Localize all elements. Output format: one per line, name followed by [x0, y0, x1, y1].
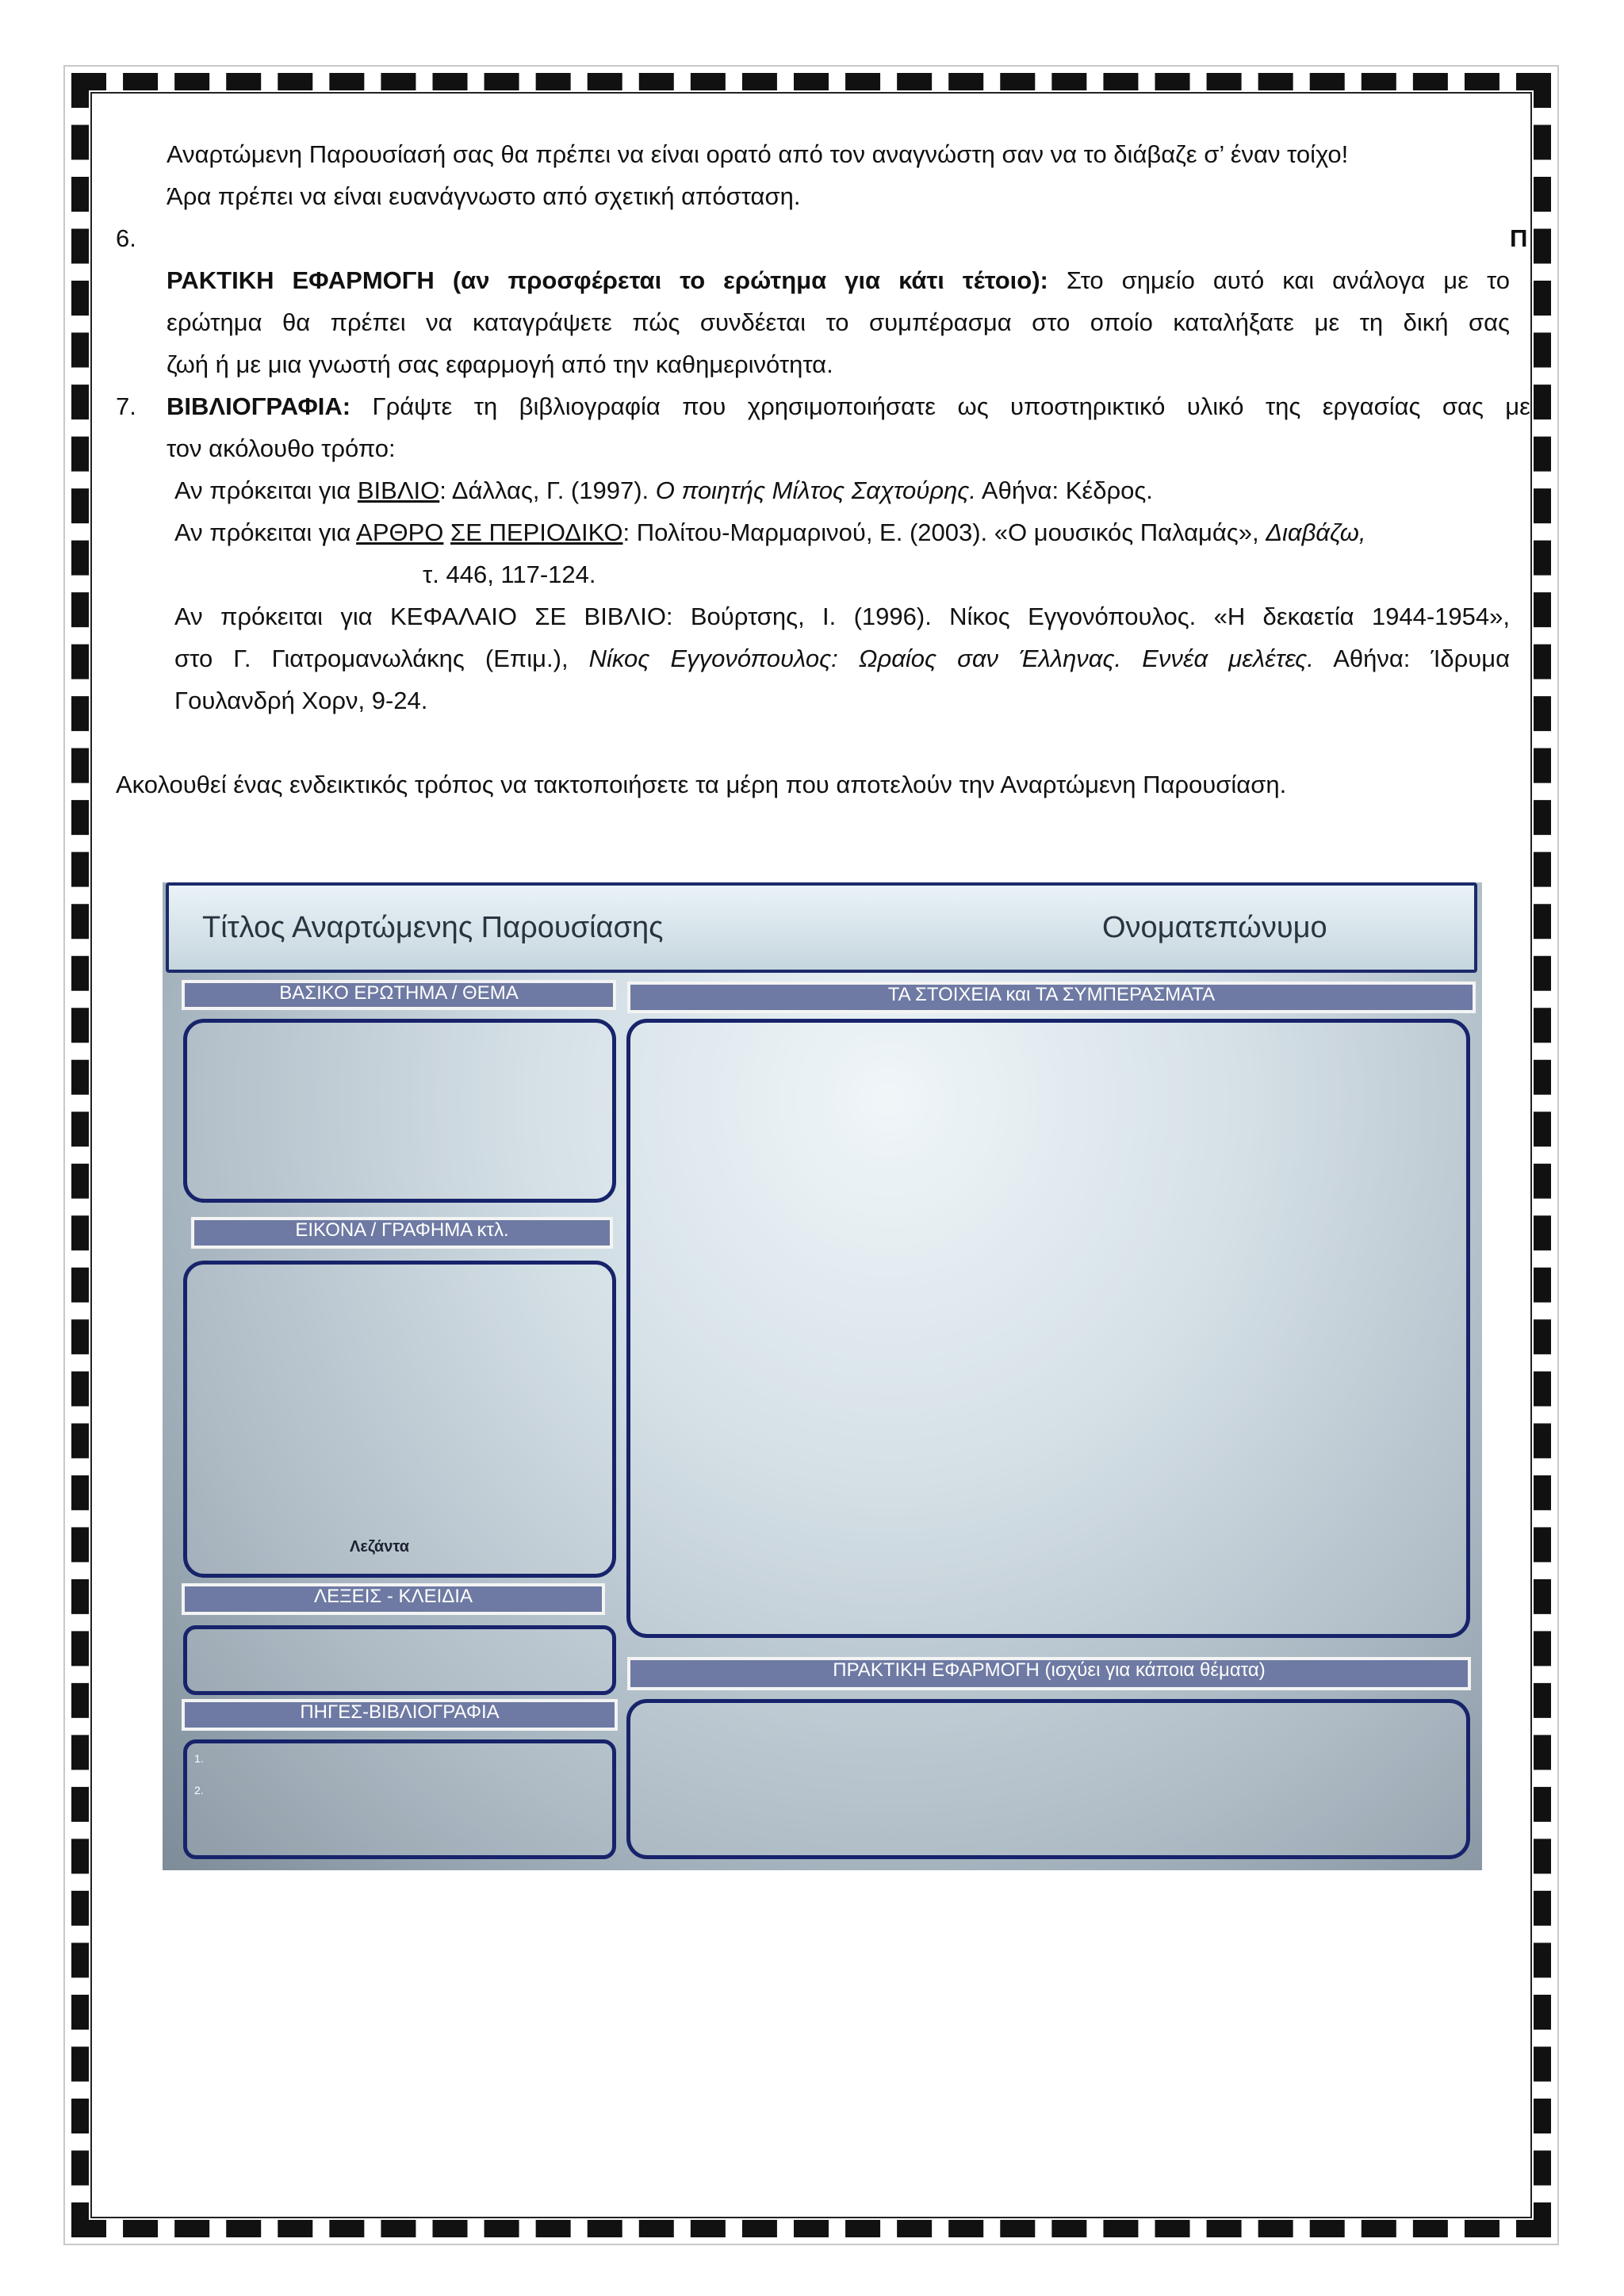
- image-caption: Λεζάντα: [350, 1538, 409, 1556]
- tab-sources-bibliography: ΠΗΓΕΣ-ΒΙΒΛΙΟΓΡΑΦΙΑ: [182, 1699, 618, 1731]
- border-corner: [1534, 73, 1551, 90]
- source-number: 1.: [194, 1752, 204, 1765]
- border-corner: [71, 73, 89, 90]
- tab-basic-question: ΒΑΣΙΚΟ ΕΡΩΤΗΜΑ / ΘΕΜΑ: [182, 980, 616, 1010]
- list-number: 7.: [116, 392, 136, 420]
- content-box-question: [183, 1019, 616, 1203]
- paragraph-line: Άρα πρέπει να είναι ευανάγνωστο από σχετική απόσταση.: [167, 182, 801, 210]
- list-number: 6.: [116, 224, 136, 252]
- reference-type: ΣΕ ΠΕΡΙΟΔΙΚΟ: [450, 519, 623, 546]
- text-run: Γράψτε τη βιβλιογραφία που χρησιμοποιήσατε ως υποστηρικτικό υλικό της εργασίας σας με: [372, 392, 1530, 420]
- content-box-keywords: [183, 1625, 616, 1695]
- reference-type: ΒΙΒΛΙΟ: [357, 476, 440, 504]
- reference-title: Νίκος Εγγονόπουλος: Ωραίος σαν Έλληνας. Εννέα μελέτες.: [588, 645, 1314, 672]
- paragraph-line: [174, 637, 1510, 679]
- text-run: στο Γ. Γιατρομανωλάκης (Επιμ.),: [174, 645, 589, 672]
- reference-chapter: Αν πρόκειται για ΚΕΦΑΛΑΙΟ ΣΕ ΒΙΒΛΙΟ: Βούρτσης, Ι. (1996). Νίκος Εγγονόπουλος. «Η δεκαετία 1944-1954»,: [174, 603, 1510, 630]
- tab-keywords: ΛΕΞΕΙΣ - ΚΛΕΙΔΙΑ: [182, 1583, 605, 1615]
- poster-title: Τίτλος Αναρτώμενης Παρουσίασης: [202, 911, 664, 944]
- section-heading: ΡΑΚΤΙΚΗ ΕΦΑΡΜΟΓΗ (αν προσφέρεται το ερώτημα για κάτι τέτοιο):: [167, 266, 1048, 294]
- text-run: Αν πρόκειται για: [174, 519, 357, 546]
- content-box-sources: [183, 1739, 616, 1859]
- reference-article: [174, 511, 1366, 553]
- content-box-data: [626, 1019, 1470, 1638]
- tab-practical-application: ΠΡΑΚΤΙΚΗ ΕΦΑΡΜΟΓΗ (ισχύει για κάποια θέματα): [627, 1657, 1471, 1690]
- text-run: Αθήνα: Κέδρος.: [976, 476, 1153, 504]
- paragraph-line: ερώτημα θα πρέπει να καταγράψετε πώς συνδέεται το συμπέρασμα στο οποίο καταλήξατε με τη δική σας: [167, 308, 1510, 336]
- paragraph-line: τον ακόλουθο τρόπο:: [167, 434, 396, 462]
- intro-sentence: Ακολουθεί ένας ενδεικτικός τρόπος να τακτοποιήσετε τα μέρη που αποτελούν την Αναρτώμενη Παρουσίαση.: [116, 771, 1287, 798]
- text-run: [443, 519, 450, 546]
- reference-title: Ο ποιητής Μίλτος Σαχτούρης.: [655, 476, 976, 504]
- tab-image-graph: ΕΙΚΟΝΑ / ΓΡΑΦΗΜΑ κτλ.: [191, 1217, 613, 1249]
- paragraph-line: Αναρτώμενη Παρουσίασή σας θα πρέπει να είναι ορατό από τον αναγνώστη σαν να το διάβαζε σ’ έναν τοίχο!: [167, 140, 1349, 168]
- paragraph-line: ζωή ή με μια γνωστή σας εφαρμογή από την καθημερινότητα.: [167, 350, 833, 378]
- text-run: Αθήνα: Ίδρυμα: [1313, 645, 1511, 672]
- paragraph-line: Γουλανδρή Χορν, 9-24.: [174, 687, 428, 714]
- text-run: Αν πρόκειται για: [174, 476, 358, 504]
- content-box-practical: [626, 1699, 1470, 1859]
- heading-initial: Π: [1510, 224, 1528, 252]
- poster-template-image: [163, 882, 1482, 1870]
- paragraph-line: τ. 446, 117-124.: [423, 561, 596, 588]
- text-run: Στο σημείο αυτό και ανάλογα με το: [1066, 266, 1510, 294]
- border-corner: [1534, 2220, 1551, 2237]
- reference-title: Διαβάζω,: [1266, 519, 1366, 546]
- border-corner: [71, 2220, 89, 2237]
- paragraph-line: [167, 385, 1530, 427]
- poster-header: [166, 882, 1477, 973]
- reference-type: ΑΡΘΡΟ: [356, 519, 444, 546]
- tab-data-conclusions: ΤΑ ΣΤΟΙΧΕΙΑ και ΤΑ ΣΥΜΠΕΡΑΣΜΑΤΑ: [627, 982, 1476, 1013]
- text-run: : Δάλλας, Γ. (1997).: [439, 476, 656, 504]
- source-number: 2.: [194, 1784, 204, 1797]
- content-box-image: [183, 1261, 616, 1578]
- paragraph-line: [167, 259, 1510, 301]
- section-heading: ΒΙΒΛΙΟΓΡΑΦΙΑ:: [167, 392, 351, 420]
- reference-book: [174, 469, 1153, 511]
- text-run: : Πολίτου-Μαρμαρινού, Ε. (2003). «Ο μουσικός Παλαμάς»,: [622, 519, 1266, 546]
- poster-author-name: Ονοματεπώνυμο: [1102, 911, 1327, 944]
